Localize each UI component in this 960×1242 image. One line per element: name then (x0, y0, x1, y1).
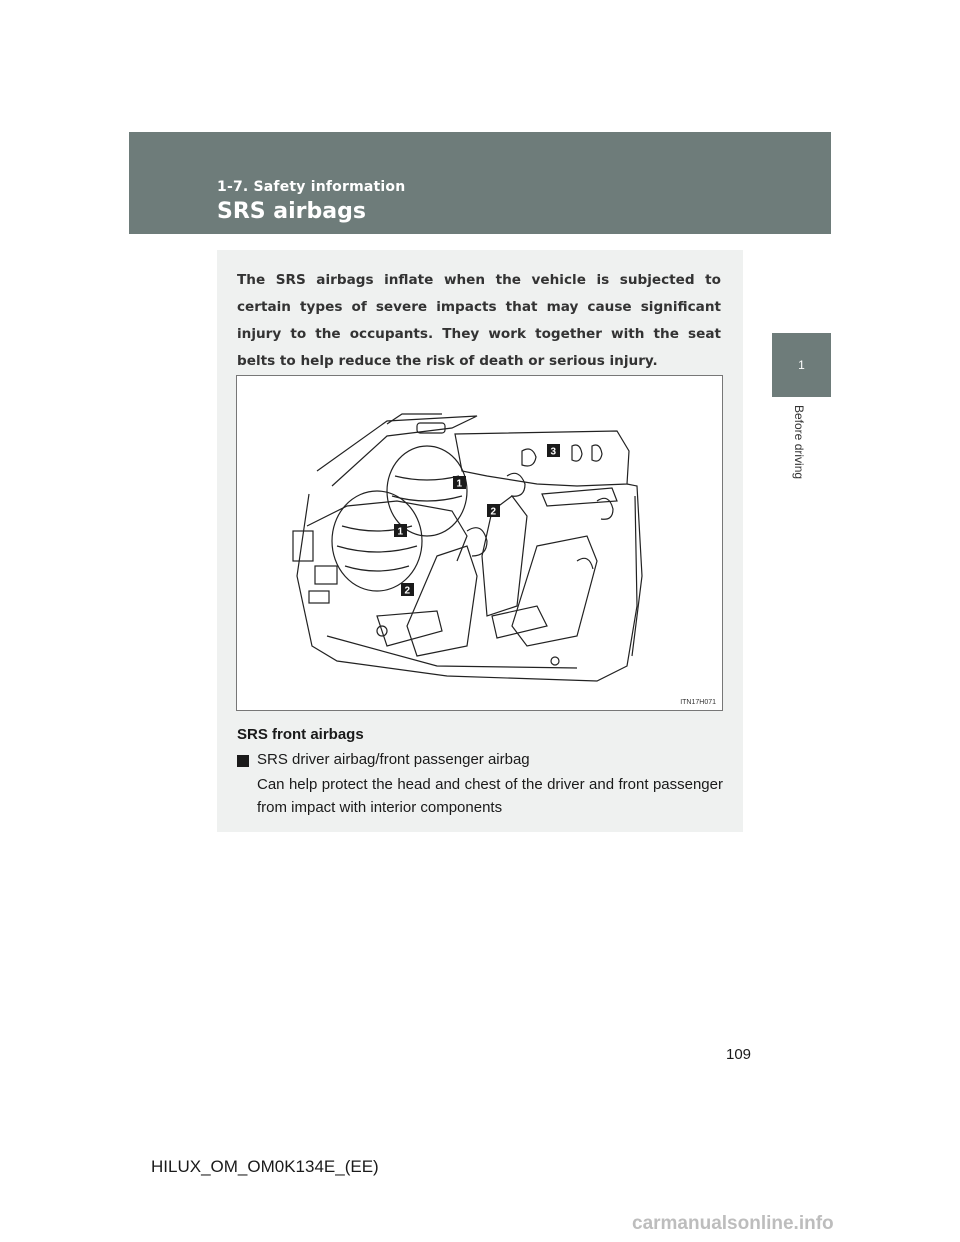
page-title: SRS airbags (217, 199, 366, 224)
svg-text:2: 2 (404, 585, 411, 597)
airbag-illustration (236, 375, 723, 711)
callout-marker-2a (487, 504, 500, 518)
item-description: Can help protect the head and chest of the driver and front passenger from impact with interior components (257, 776, 723, 816)
item-marker-icon (237, 755, 249, 767)
page-number: 109 (726, 1046, 752, 1063)
chapter-header (129, 132, 831, 234)
callout-marker-1b (394, 524, 407, 538)
watermark: carmanualsonline.info (632, 1213, 834, 1234)
callout-marker-2b (401, 583, 414, 597)
chapter-tab-label: Before driving (792, 405, 806, 480)
chapter-tab: 1 (772, 333, 831, 397)
svg-text:1: 1 (456, 478, 463, 490)
content-box (217, 250, 743, 832)
vehicle-interior-drawing (237, 376, 724, 712)
callout-marker-3 (547, 444, 560, 458)
section-label: 1-7. Safety information (217, 179, 406, 195)
intro-text: The SRS airbags inflate when the vehicle is subjected to certain types of severe impacts that may cause significant injury to the occupants. They work together with the seat belts to help reduce the risk of death or serious injury. (237, 272, 721, 369)
svg-text:2: 2 (490, 506, 497, 518)
item-title: SRS driver airbag/front passenger airbag (257, 751, 530, 768)
figure-code: ITN17H071 (680, 699, 716, 706)
svg-text:1: 1 (397, 526, 404, 538)
section-heading: SRS front airbags (237, 726, 364, 743)
document-code: HILUX_OM_OM0K134E_(EE) (151, 1157, 379, 1176)
svg-text:3: 3 (550, 446, 557, 458)
callout-marker-1a (453, 476, 466, 490)
